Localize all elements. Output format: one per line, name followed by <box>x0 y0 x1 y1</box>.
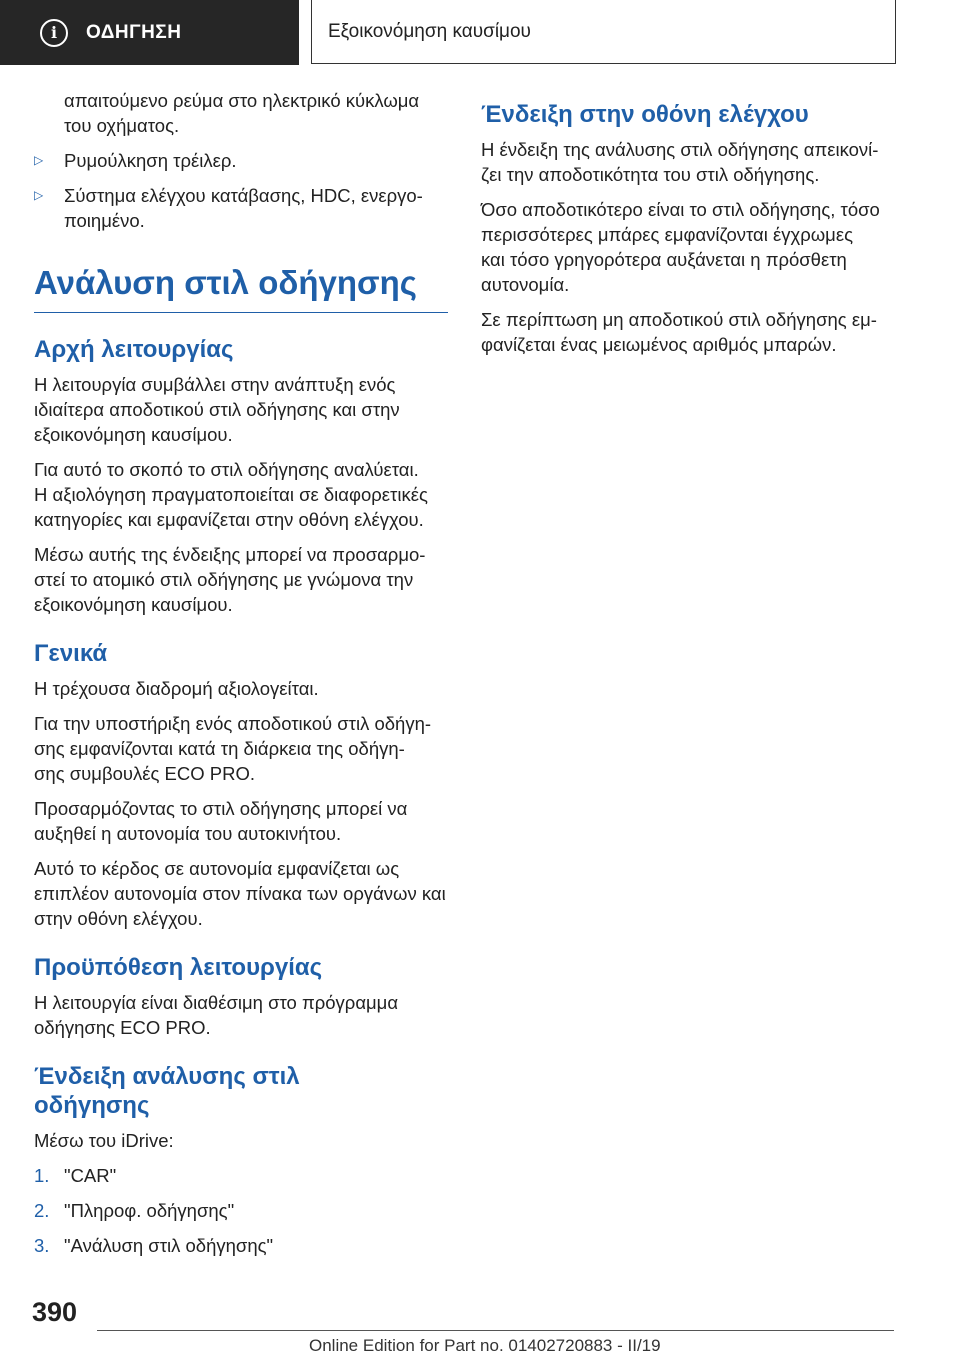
paragraph: Μέσω αυτής της ένδειξης μπορεί να προσαρμο- στεί το ατομικό στιλ οδήγησης με γνώμονα την εξοικονόμηση καυσίμου. <box>34 544 426 615</box>
paragraph: Σε περίπτωση μη αποδοτικού στιλ οδήγησης εμ- φανίζεται ένας μειωμένος αριθμός μπαρών. <box>481 309 877 355</box>
chapter-title: Εξοικονόμηση καυσίμου <box>328 20 531 42</box>
paragraph: Για αυτό το σκοπό το στιλ οδήγησης αναλύεται. Η αξιολόγηση πραγματοποιείται σε διαφορετικές κατηγορίες και εμφανίζεται στην οθόνη ελέγχου. <box>34 459 428 530</box>
step-text: "CAR" <box>64 1165 117 1186</box>
subsection-title-display: Ένδειξη ανάλυσης στιλ οδήγησης <box>34 1063 300 1119</box>
header-section-label: ΟΔΗΓΗΣΗ <box>86 21 182 43</box>
left-column <box>34 88 448 1268</box>
triangle-bullet-icon: ▷ <box>34 153 44 167</box>
step-text: "Πληροφ. οδήγησης" <box>64 1200 235 1221</box>
triangle-bullet-icon: ▷ <box>34 188 44 202</box>
paragraph: Για την υποστήριξη ενός αποδοτικού στιλ οδήγη- σης εμφανίζονται κατά τη διάρκεια της οδήγη- σης συμβουλές ECO PRO. <box>34 713 432 784</box>
paragraph: Η λειτουργία συμβάλλει στην ανάπτυξη ενός ιδιαίτερα αποδοτικού στιλ οδήγησης και στην εξοικονόμηση καυσίμου. <box>34 374 400 445</box>
paragraph: Η τρέχουσα διαδρομή αξιολογείται. <box>34 678 319 699</box>
list-item <box>34 1163 448 1188</box>
intro-continuation: απαιτούμενο ρεύμα στο ηλεκτρικό κύκλωμα του οχήματος. <box>64 90 420 136</box>
subsection-title-control-display: Ένδειξη στην οθόνη ελέγχου <box>481 101 809 128</box>
paragraph: Η ένδειξη της ανάλυσης στιλ οδήγησης απεικονί- ζει την αποδοτικότητα του στιλ οδήγησης. <box>481 139 879 185</box>
paragraph: Προσαρμόζοντας το στιλ οδήγησης μπορεί να αυξηθεί η αυτονομία του αυτοκινήτου. <box>34 798 408 844</box>
paragraph: Όσο αποδοτικότερο είναι το στιλ οδήγησης, τόσο περισσότερες μπάρες εμφανίζονται έγχρωμες και τόσο γρηγορότερα αυξάνεται η πρόσθετη αυτονομία. <box>481 199 880 295</box>
header-chapter-box <box>311 0 896 64</box>
list-item <box>34 1198 448 1223</box>
paragraph: Αυτό το κέρδος σε αυτονομία εμφανίζεται ως επιπλέον αυτονομία στον πίνακα των οργάνων και στην οθόνη ελέγχου. <box>34 858 446 929</box>
info-icon: i <box>40 19 68 47</box>
list-item: ▷ Ρυμούλκηση τρέιλερ. <box>34 150 237 171</box>
section-title: Ανάλυση στιλ οδήγησης <box>34 263 448 313</box>
list-item: ▷ Σύστημα ελέγχου κατάβασης, HDC, ενεργο- ποιημένο. <box>34 185 423 231</box>
paragraph: Μέσω του iDrive: <box>34 1130 174 1151</box>
list-item <box>34 1233 448 1258</box>
subsection-title-prerequisite: Προϋπόθεση λειτουργίας <box>34 954 323 981</box>
steps-list <box>34 1163 448 1258</box>
right-column <box>481 88 901 367</box>
footer-edition-text: Online Edition for Part no. 01402720883 - II/19 <box>309 1336 661 1355</box>
page-number: 390 <box>32 1297 78 1327</box>
bullet-list <box>34 148 448 233</box>
step-number: 2. <box>34 1200 50 1221</box>
subsection-title-principle: Αρχή λειτουργίας <box>34 336 234 363</box>
step-number: 1. <box>34 1165 50 1186</box>
subsection-title-general: Γενικά <box>34 640 108 667</box>
header-section-tab[interactable] <box>0 0 299 65</box>
step-text: "Ανάλυση στιλ οδήγησης" <box>64 1235 274 1256</box>
step-number: 3. <box>34 1235 50 1256</box>
footer-divider <box>97 1330 894 1331</box>
paragraph: Η λειτουργία είναι διαθέσιμη στο πρόγραμμα οδήγησης ECO PRO. <box>34 992 399 1038</box>
